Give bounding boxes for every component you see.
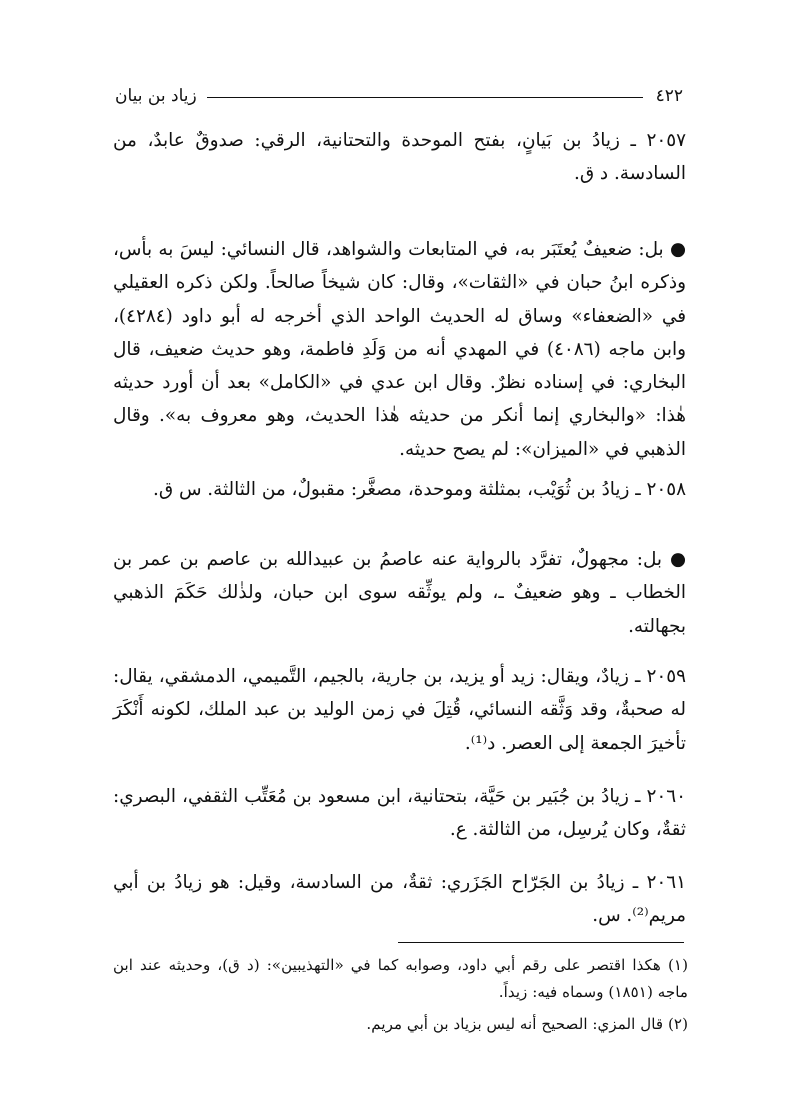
comment-2057 — [113, 233, 686, 466]
entry-2057 — [113, 124, 686, 191]
entry-text: ٢٠٥٧ ـ زيادُ بن بَيانٍ، بفتح الموحدة والتحتانية، الرقي: صدوقٌ عابدٌ، من السادسة. د ق. — [113, 130, 686, 185]
footnote-2 — [113, 1011, 688, 1038]
entry-2061 — [113, 866, 686, 933]
entry-text: ٢٠٥٨ ـ زيادُ بن ثُوَيْب، بمثلثة وموحدة، مصغَّر: مقبولٌ، من الثالثة. س ق. — [153, 479, 686, 500]
footnote-text: (١) هكذا اقتصر على رقم أبي داود، وصوابه كما في «التهذيبين»: (د ق)، وحديثه عند ابن ماجه (١٨٥١) وسماه فيه: زيداً. — [113, 956, 688, 1001]
footnote-text: (٢) قال المزي: الصحيح أنه ليس بزياد بن أبي مريم. — [366, 1015, 688, 1033]
entry-text: ٢٠٥٩ ـ زيادٌ، ويقال: زيد أو يزيد، بن جارية، بالجيم، التَّميمي، الدمشقي، يقال: له صحبةٌ، وقد وَثَّقه النسائي، قُتِلَ في زمن الوليد بن عبد الملك، لكونه أَنْكَرَ تأخيرَ الجمعة إلى العصر. د⁽¹⁾. — [113, 666, 686, 754]
entry-2060 — [113, 780, 686, 847]
entry-2059 — [113, 660, 686, 760]
entry-2058 — [113, 473, 686, 506]
page-header — [115, 86, 683, 110]
comment-2058 — [113, 543, 686, 643]
running-title: زياد بن بيان — [115, 86, 197, 106]
comment-text: ● بل: مجهولٌ، تفرَّد بالرواية عنه عاصمُ بن عبيدالله بن عاصم بن عمر بن الخطاب ـ وهو ضعيفٌ ـ، ولم يوثِّقه سوى ابن حبان، ولذٰلك حَكَمَ الذهبي بجهالته. — [113, 549, 686, 637]
entry-text: ٢٠٦١ ـ زيادُ بن الجَرّاح الجَزَري: ثقةٌ، من السادسة، وقيل: هو زيادُ بن أبي مريم⁽²⁾. س. — [113, 872, 686, 927]
comment-text: ● بل: ضعيفٌ يُعتَبَر به، في المتابعات والشواهد، قال النسائي: ليسَ به بأس، وذكره ابنُ حبان في «الثقات»، وقال: كان شيخاً صالحاً. ولكن ذكره العقيلي في «الضعفاء» وساق له الحديث الواحد الذي أخرجه له أبو داود (٤٢٨٤)، وابن ماجه (٤٠٨٦) في المهدي أنه من وَلَدِ فاطمة، وهو حديث ضعيف، قال البخاري: في إسناده نظرٌ. وقال ابن عدي في «الكامل» بعد أن أورد حديثه هٰذا: «والبخاري إنما أنكر من حديثه هٰذا الحديث، وهو معروف به». وقال الذهبي في «الميزان»: لم يصح حديثه. — [113, 239, 686, 460]
footnote-rule — [398, 942, 684, 943]
entry-text: ٢٠٦٠ ـ زيادُ بن جُبَير بن حَيَّة، بتحتانية، ابن مسعود بن مُعَتِّب الثقفي، البصري: ثقةٌ، وكان يُرسِل، من الثالثة. ع. — [113, 786, 686, 841]
footnote-1 — [113, 952, 688, 1006]
page-number: ٤٢٢ — [655, 86, 683, 106]
header-rule — [207, 97, 643, 98]
